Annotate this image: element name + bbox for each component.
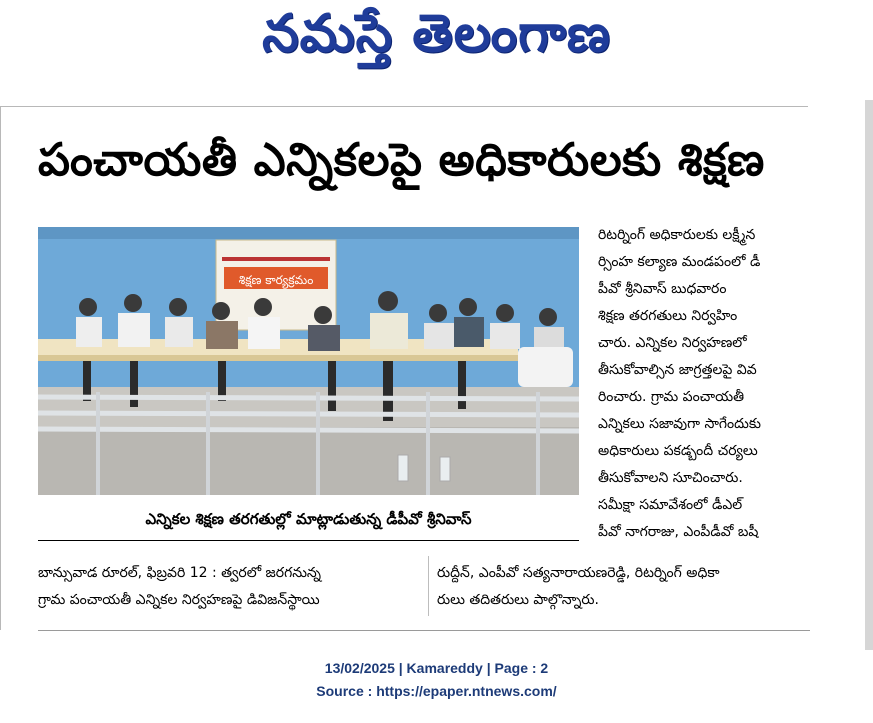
newspaper-title: నమస్తే తెలంగాణ [262,4,611,64]
text-line: పీవో శ్రీనివాస్ బుధవారం [598,281,727,297]
article-bottom-rule [38,630,810,631]
source-link[interactable]: Source : https://epaper.ntnews.com/ [316,683,557,699]
text-line: ఎన్నికలు సజావుగా సాగేందుకు [598,416,762,432]
edition-info: 13/02/2025 | Kamareddy | Page : 2 [324,660,549,676]
article-photo [38,227,579,495]
text-line: పీవో నాగరాజు, ఎంపీడీవో బషీ [598,524,759,540]
text-line: సమీక్షా సమావేశంలో డీఎల్ [598,497,743,513]
text-line: తీసుకోవాలని సూచించారు. [598,470,743,486]
text-line: రులు తదితరులు పాల్గొన్నారు. [437,592,599,608]
text-line: చారు. ఎన్నికల నిర్వహణలో [598,335,747,351]
masthead [0,0,873,105]
meeting-photo-illustration [38,227,579,495]
column-divider [428,556,429,616]
text-line: రించారు. గ్రామ పంచాయతీ [598,389,745,405]
scrollbar[interactable] [865,100,873,650]
article-body-bottom-left [38,560,423,620]
photo-caption: ఎన్నికల శిక్షణ తరగతుల్లో మాట్లాడుతున్న డీపీవో శ్రీనివాస్ [145,510,472,528]
article-headline: పంచాయతీ ఎన్నికలపై అధికారులకు శిక్షణ [38,133,765,186]
clipping-footer [0,657,873,707]
banner-text: శిక్షణ కార్యక్రమం [238,273,314,287]
text-line: రిటర్నింగ్ అధికారులకు లక్ష్మీన [598,227,756,243]
text-line: తీసుకోవాల్సిన జాగ్రత్తలపై వివ [598,362,757,378]
page-frame-top [0,106,808,107]
text-line: శిక్షణ తరగతులు నిర్వహిం [598,308,738,324]
article-body-bottom-right [437,560,822,620]
caption-divider [38,540,579,541]
text-line: ర్సింహ కల్యాణ మండపంలో డీ [598,254,761,270]
page-frame-left [0,106,1,630]
text-line: గ్రామ పంచాయతీ ఎన్నికల నిర్వహణపై డివిజన్‌స్థాయి [38,592,320,608]
text-line: రుద్దీన్, ఎంపీవో సత్యనారాయణరెడ్డి, రిటర్నింగ్ అధికా [437,565,720,581]
text-line: బాన్సువాడ రూరల్, ఫిబ్రవరి 12 : త్వరలో జరగనున్న [38,565,321,581]
article-body-right-column [598,222,820,547]
text-line: అధికారులు పకడ్బందీ చర్యలు [598,443,758,459]
